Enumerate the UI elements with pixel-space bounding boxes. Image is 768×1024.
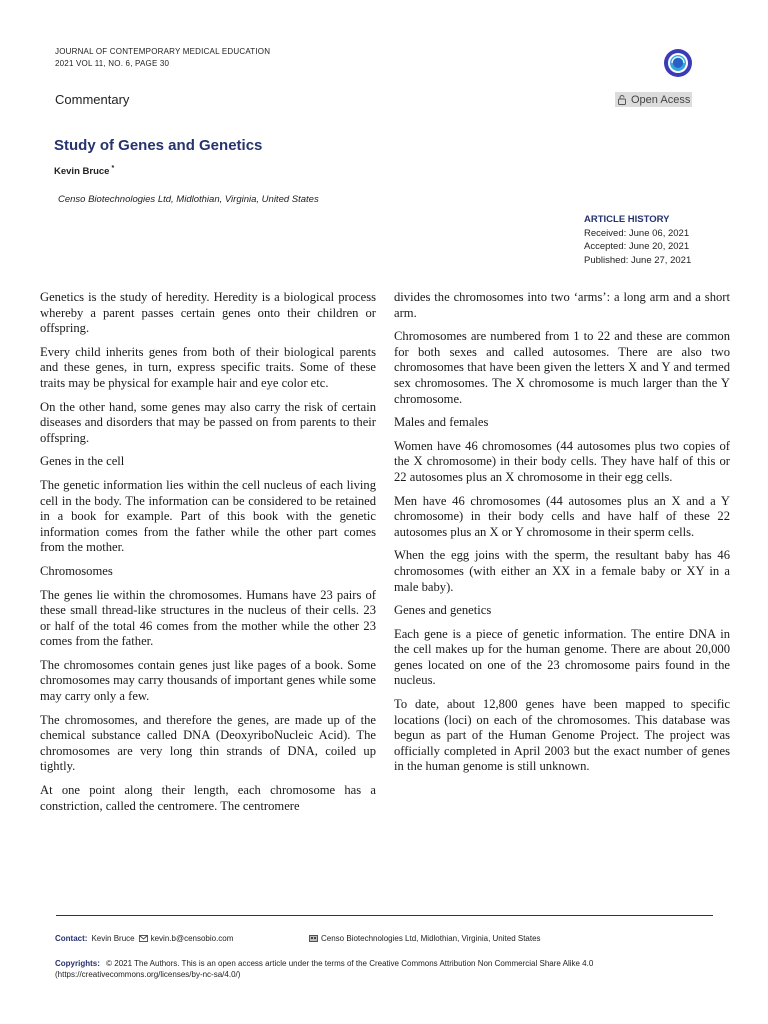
lock-icon xyxy=(618,95,626,105)
paragraph: Women have 46 chromosomes (44 autosomes plus two copies of the X chromosome) in their body cells. They have half of this or 22 autosomes plus an X chromosome in their egg cells. xyxy=(394,438,730,484)
envelope-icon xyxy=(139,935,148,942)
contact-label: Contact: xyxy=(55,934,88,943)
author-line xyxy=(54,165,114,177)
history-heading: ARTICLE HISTORY xyxy=(584,214,670,225)
paragraph: Genetics is the study of heredity. Heredity is a biological process whereby a parent passes certain genes onto their children or offspring. xyxy=(40,290,376,336)
journal-issue: 2021 VOL 11, NO. 6, PAGE 30 xyxy=(55,59,170,68)
paragraph: On the other hand, some genes may also carry the risk of certain diseases and disorders that may be passed on from parents to their offspring. xyxy=(40,399,376,445)
journal-name: JOURNAL OF CONTEMPORARY MEDICAL EDUCATION xyxy=(55,47,271,56)
paragraph: The chromosomes, and therefore the genes, are made up of the chemical substance called DNA (DeoxyriboNucleic Acid). The chromosomes are very long thin strands of DNA, coiled up tightly. xyxy=(40,712,376,774)
open-access-badge[interactable] xyxy=(615,92,692,107)
journal-header xyxy=(55,46,270,70)
section-heading: Genes in the cell xyxy=(40,454,125,469)
paragraph: To date, about 12,800 genes have been mapped to specific locations (loci) on each of the chromosomes. This database was begun as part of the Human Genome Project. The project was officially completed in April 2003 but the exact number of genes in the human genome is still unknown. xyxy=(394,697,730,774)
author-mark: * xyxy=(111,165,115,172)
left-column xyxy=(40,290,376,822)
paragraph: The genetic information lies within the cell nucleus of each living cell in the body. The information can be considered to be retained in a book for example. Part of this book with the genetic information comes from the father while the other part comes from the mother. xyxy=(40,477,376,555)
journal-logo-icon xyxy=(663,48,693,78)
copyright-label: Copyrights: xyxy=(55,959,100,968)
paragraph: Chromosomes are numbered from 1 to 22 and these are common for both sexes and called autosomes. There are also two chromosomes that have been given the letters X and Y and termed sex chromosomes. The X chromosome is much larger than the Y chromosome. xyxy=(394,329,730,406)
paragraph: Men have 46 chromosomes (44 autosomes plus an X and a Y chromosome) in their body cells and have half of these 22 autosomes plus an X or Y chromosome in their sperm cells. xyxy=(394,493,730,539)
contact-email[interactable]: kevin.b@censobio.com xyxy=(150,934,234,943)
contact-line xyxy=(55,934,233,943)
copyright-text: © 2021 The Authors. This is an open access article under the terms of the Creative Commons Attribution Non Commercial Share Alike 4.0 (https://creativecommons.org/licenses/by-nc-sa/4.0/) xyxy=(55,959,594,979)
contact-affiliation-line xyxy=(305,934,541,943)
contact-affiliation: Censo Biotechnologies Ltd, Midlothian, Virginia, United States xyxy=(321,934,541,943)
accepted-date: Accepted: June 20, 2021 xyxy=(584,241,690,252)
contact-name: Kevin Bruce xyxy=(91,934,135,943)
paragraph: divides the chromosomes into two ‘arms’: a long arm and a short arm. xyxy=(394,290,730,320)
paragraph: Each gene is a piece of genetic information. The entire DNA in the cell makes up for the human genome. There are about 20,000 genes located on one of the 23 chromosome pairs found in the nucleus. xyxy=(394,626,730,688)
paragraph: The chromosomes contain genes just like pages of a book. Some chromosomes may carry thousands of important genes while some may carry only a few. xyxy=(40,657,376,704)
section-heading: Chromosomes xyxy=(40,563,113,578)
right-column xyxy=(394,290,730,783)
copyright-notice xyxy=(55,958,695,980)
paragraph: At one point along their length, each chromosome has a constriction, called the centromere. The centromere xyxy=(40,783,376,813)
article-history xyxy=(584,213,691,267)
author-affiliation: Censo Biotechnologies Ltd, Midlothian, Virginia, United States xyxy=(58,194,319,205)
published-date: Published: June 27, 2021 xyxy=(584,254,692,266)
received-date: Received: June 06, 2021 xyxy=(584,227,690,239)
article-title: Study of Genes and Genetics xyxy=(54,137,263,154)
open-access-label: Open Acess xyxy=(631,93,691,106)
paragraph: The genes lie within the chromosomes. Humans have 23 pairs of these small thread-like structures in the nucleus of their cells. 23 or half of the total 46 comes from the mother while the other 23 comes from the father. xyxy=(40,587,376,649)
footer-divider xyxy=(56,915,713,916)
author-name[interactable]: Kevin Bruce xyxy=(54,166,110,178)
section-heading: Genes and genetics xyxy=(394,603,492,618)
section-heading: Males and females xyxy=(394,415,489,430)
building-icon xyxy=(309,935,318,942)
article-type: Commentary xyxy=(55,92,130,107)
paragraph: Every child inherits genes from both of their biological parents and these genes, in turn, express specific traits. Some of these traits may be physical for example hair and eye color etc. xyxy=(40,344,376,390)
paragraph: When the egg joins with the sperm, the resultant baby has 46 chromosomes (with either an XX in a female baby or XY in a male baby). xyxy=(394,548,730,594)
